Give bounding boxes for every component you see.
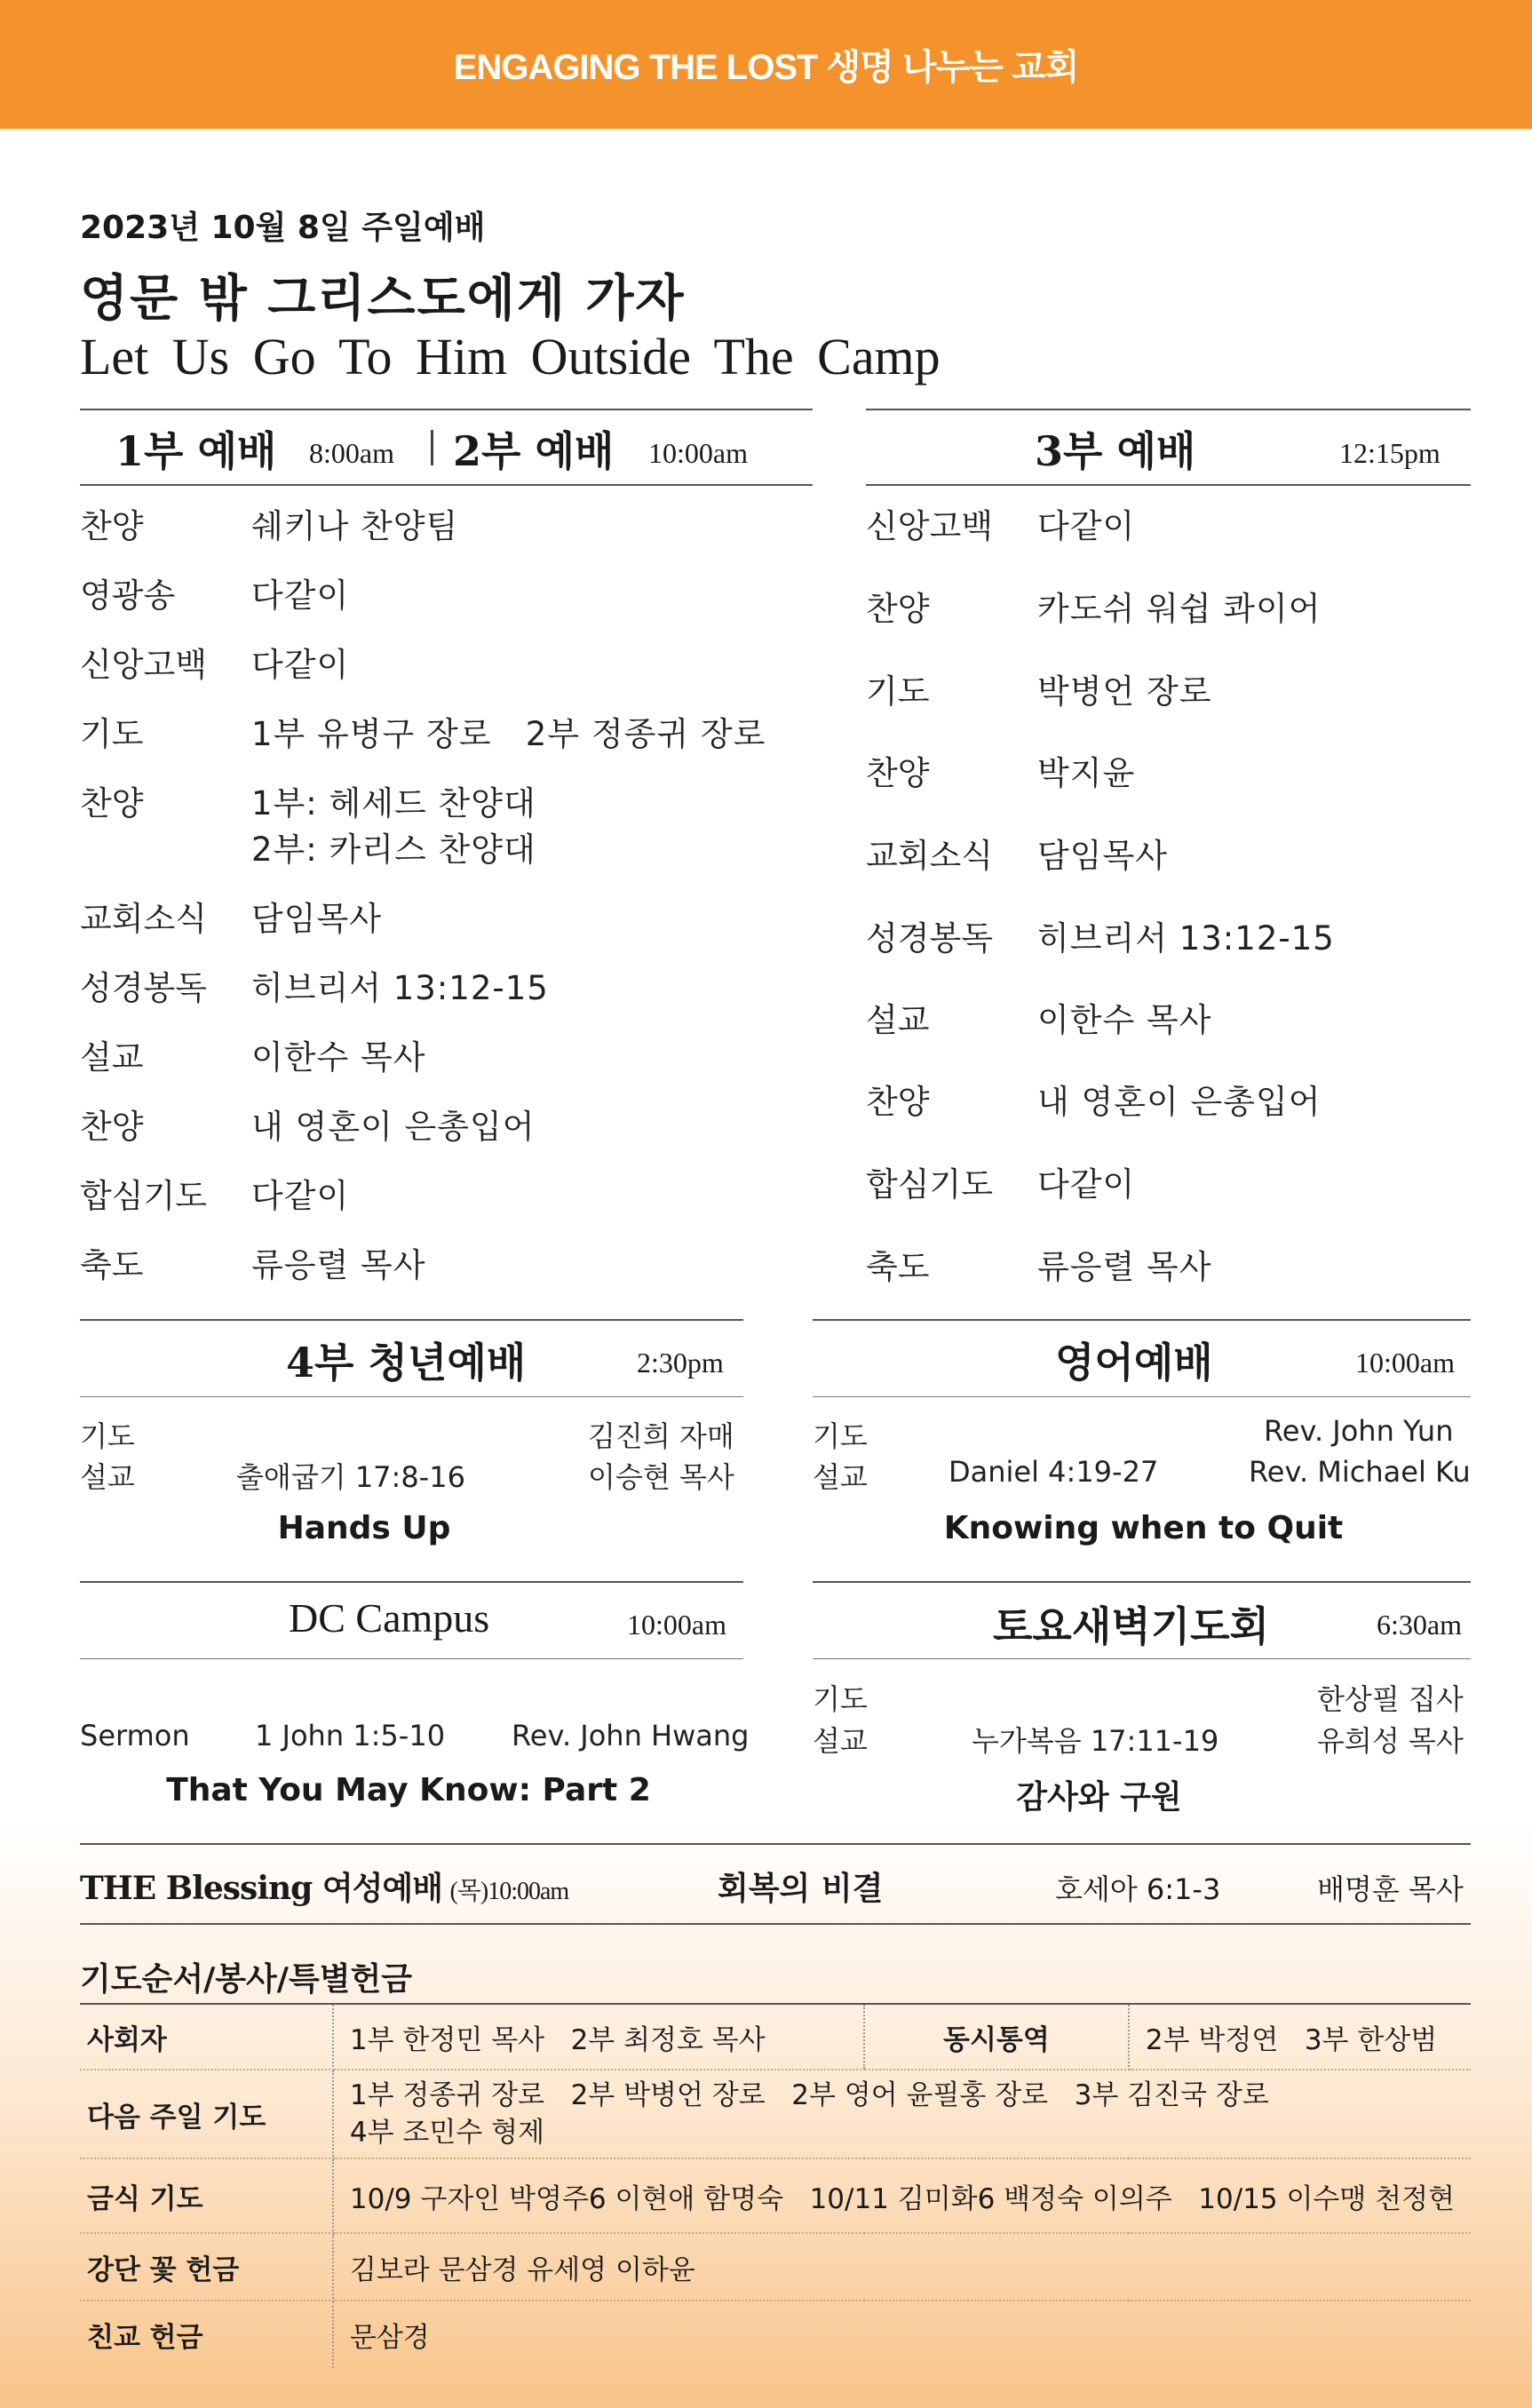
row-label-secondary: 동시통역 (864, 2004, 1129, 2070)
divider (80, 1843, 1471, 1845)
blessing-name: THE Blessing 여성예배 (80, 1870, 442, 1907)
prayer-person: Rev. John Yun (1264, 1414, 1454, 1448)
row-value: 류응렬 목사 (1037, 1248, 1212, 1286)
row-value-cell (333, 2070, 1471, 2158)
row-label: 축도 (80, 1246, 144, 1284)
row-label: 찬양 (866, 754, 930, 792)
service-date: 2023년 10월 8일 주일예배 (80, 210, 486, 246)
blessing-day: (목) (449, 1878, 488, 1905)
blessing-title: 회복의 비결 (718, 1871, 884, 1907)
row-value: 다같이 (251, 646, 350, 684)
row-value: 류응렬 목사 (251, 1246, 426, 1284)
row-label: 친교 헌금 (80, 2301, 333, 2368)
row-value: 히브리서 13:12-15 (1037, 919, 1335, 958)
sermon-reference: 출애굽기 17:8-16 (236, 1460, 465, 1494)
row-label: 성경봉독 (80, 969, 207, 1007)
table-row (80, 2070, 1471, 2158)
service-3-time: 12:15pm (1339, 437, 1441, 469)
service-3-heading: 3부 예배 (1035, 427, 1196, 475)
row-label: 영광송 (80, 576, 176, 615)
sermon-label: Sermon (80, 1719, 190, 1752)
row-value: 1부: 헤세드 찬양대 (251, 784, 536, 823)
divider (80, 1581, 743, 1583)
row-value: 히브리서 13:12-15 (251, 969, 549, 1007)
row-value: 박병언 장로 (1037, 672, 1212, 711)
divider (80, 1396, 743, 1397)
row-label: 다음 주일 기도 (80, 2070, 333, 2158)
row-label: 찬양 (80, 784, 144, 823)
sermon-label: 설교 (80, 1460, 135, 1494)
row-value: 김보라 문삼경 유세영 이하윤 (333, 2233, 1471, 2301)
service-2-heading: 2부 예배 (453, 427, 615, 475)
row-value: 다같이 (251, 1177, 350, 1215)
row-label: 찬양 (80, 1108, 144, 1146)
row-value: 1부 한정민 목사 2부 최정호 목사 (333, 2004, 864, 2070)
row-label: 합심기도 (80, 1177, 207, 1215)
row-value: 이한수 목사 (1037, 1001, 1212, 1039)
row-label: 설교 (866, 1001, 930, 1039)
row-value: 문삼경 (349, 2322, 430, 2354)
divider (866, 409, 1471, 410)
service-1-time: 8:00am (309, 437, 394, 469)
prayer-table (80, 2003, 1471, 2368)
sermon-title: Knowing when to Quit (943, 1510, 1344, 1546)
service-2-time: 10:00am (648, 437, 748, 469)
sermon-reference: Daniel 4:19-27 (949, 1455, 1159, 1489)
sermon-person: Rev. Michael Ku (1249, 1455, 1471, 1489)
row-label: 축도 (866, 1248, 930, 1286)
row-label: 금식 기도 (80, 2158, 333, 2233)
sermon-title: Hands Up (277, 1510, 451, 1546)
separator-bar (431, 430, 433, 465)
row-value: 카도쉬 워쉽 콰이어 (1037, 590, 1322, 628)
sermon-title-english: Let Us Go To Him Outside The Camp (80, 328, 941, 385)
row-label: 찬양 (80, 507, 144, 545)
table-row (80, 2301, 1471, 2368)
prayer-label: 기도 (813, 1682, 868, 1716)
divider (813, 1581, 1471, 1583)
table-row (80, 2158, 1471, 2233)
blessing-time: 10:00am (488, 1878, 569, 1905)
row-label: 사회자 (80, 2004, 333, 2070)
sermon-title: 감사와 구원 (1016, 1779, 1182, 1816)
row-value: 2부: 카리스 찬양대 (251, 830, 536, 869)
sermon-person: 이승현 목사 (588, 1460, 734, 1494)
row-value: 1부 유병구 장로 2부 정종귀 장로 (251, 715, 766, 753)
row-label: 찬양 (866, 590, 930, 628)
row-label: 신앙고백 (80, 646, 207, 684)
sermon-reference: 누가복음 17:11-19 (972, 1724, 1219, 1758)
row-value: 쉐키나 찬양팀 (251, 507, 459, 545)
row-value-secondary: 2부 박정연 3부 한상범 (1129, 2004, 1471, 2070)
row-value: 이한수 목사 (251, 1038, 426, 1077)
table-row (80, 2004, 1471, 2070)
prayer-section-heading: 기도순서/봉사/특별헌금 (80, 1961, 413, 1998)
prayer-label: 기도 (813, 1419, 868, 1453)
dc-campus-heading: DC Campus (289, 1595, 490, 1641)
divider (813, 1396, 1471, 1397)
sermon-title: That You May Know: Part 2 (166, 1772, 651, 1808)
row-value: 내 영혼이 은총입어 (1037, 1083, 1322, 1121)
sermon-label: 설교 (813, 1724, 868, 1758)
saturday-prayer-time: 6:30am (1377, 1609, 1462, 1641)
divider (80, 1658, 743, 1659)
prayer-person: 한상필 집사 (1317, 1682, 1464, 1716)
row-value: 다같이 (1037, 1165, 1136, 1204)
blessing-reference: 호세아 6:1-3 (1055, 1872, 1221, 1906)
row-label: 찬양 (866, 1083, 930, 1121)
divider (813, 1319, 1471, 1321)
service-1-heading: 1부 예배 (115, 427, 277, 475)
sermon-label: 설교 (813, 1460, 868, 1494)
row-value: 다같이 (251, 576, 350, 615)
sermon-person: 유희성 목사 (1317, 1724, 1464, 1758)
row-label: 합심기도 (866, 1165, 993, 1204)
row-value: 내 영혼이 은총입어 (251, 1108, 536, 1146)
saturday-prayer-heading: 토요새벽기도회 (993, 1602, 1270, 1650)
english-service-time: 10:00am (1355, 1347, 1455, 1379)
row-label: 기도 (866, 672, 930, 711)
divider (813, 1658, 1471, 1659)
row-value: 박지윤 (1037, 754, 1136, 792)
divider (80, 484, 813, 486)
row-value: 1부 정종귀 장로 2부 박병언 장로 2부 영어 윤필홍 장로 3부 김진국 장로 (349, 2079, 1269, 2111)
row-value: 10/9 구자인 박영주6 이현애 함명숙 10/11 김미화6 백정숙 이의주 10/15 이수맹 천정현 (333, 2158, 1471, 2233)
row-label: 기도 (80, 715, 144, 753)
row-value: 다같이 (1037, 507, 1136, 545)
prayer-label: 기도 (80, 1419, 135, 1453)
row-label: 신앙고백 (866, 507, 993, 545)
divider (866, 484, 1471, 486)
divider (80, 1923, 1471, 1925)
divider (80, 409, 813, 410)
table-row (80, 2233, 1471, 2301)
youth-service-heading: 4부 청년예배 (286, 1339, 527, 1387)
youth-service-time: 2:30pm (637, 1347, 724, 1379)
sermon-reference: 1 John 1:5-10 (255, 1719, 446, 1752)
blessing-service (80, 1864, 568, 1909)
row-value: 담임목사 (1037, 837, 1168, 875)
row-label: 교회소식 (866, 837, 993, 875)
banner-text: ENGAGING THE LOST 생명 나누는 교회 (453, 48, 1079, 87)
prayer-person: 김진희 자매 (588, 1419, 734, 1453)
sermon-person: Rev. John Hwang (512, 1719, 750, 1752)
row-value: 담임목사 (251, 900, 382, 938)
divider (80, 1319, 743, 1321)
row-value-line2: 4부 조민수 형제 (349, 2117, 545, 2149)
row-label: 설교 (80, 1038, 144, 1077)
english-service-heading: 영어예배 (1055, 1339, 1213, 1387)
dc-campus-time: 10:00am (627, 1609, 726, 1641)
sermon-title-korean: 영문 밖 그리스도에게 가자 (80, 269, 686, 328)
row-label: 강단 꽃 헌금 (80, 2233, 333, 2301)
row-label: 성경봉독 (866, 919, 993, 958)
row-label: 교회소식 (80, 900, 207, 938)
blessing-person: 배명훈 목사 (1317, 1872, 1464, 1906)
top-banner (0, 0, 1532, 129)
